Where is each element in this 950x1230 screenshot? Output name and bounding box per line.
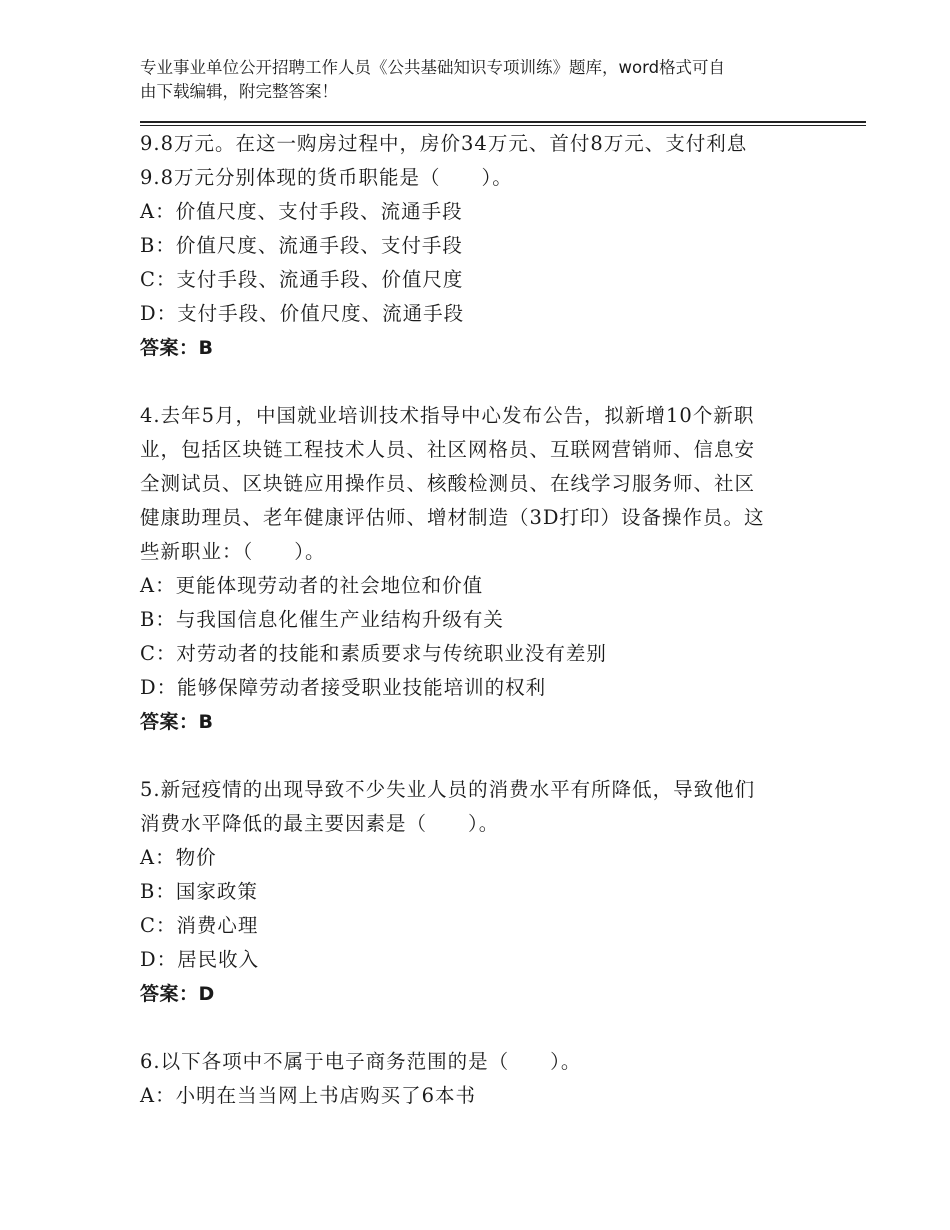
option-a: A：物价 bbox=[140, 846, 217, 869]
answer-label: 答案：D bbox=[140, 983, 215, 1005]
option-a: A：价值尺度、支付手段、流通手段 bbox=[140, 200, 463, 223]
option-a: A：小明在当当网上书店购买了6本书 bbox=[140, 1084, 476, 1107]
question-stem-line: 9.8万元分别体现的货币职能是（ ）。 bbox=[140, 166, 513, 189]
question-stem-line: 6.以下各项中不属于电子商务范围的是（ ）。 bbox=[140, 1050, 582, 1073]
spacer bbox=[140, 739, 810, 773]
question-4 bbox=[140, 399, 810, 739]
header-rule-thin bbox=[140, 125, 866, 126]
question-3 bbox=[140, 127, 810, 365]
question-5 bbox=[140, 773, 810, 1011]
option-d: D：能够保障劳动者接受职业技能培训的权利 bbox=[140, 676, 547, 699]
header-line-2: 由下载编辑，附完整答案！ bbox=[140, 82, 338, 101]
question-stem-line: 健康助理员、老年健康评估师、增材制造（3D打印）设备操作员。这 bbox=[140, 506, 765, 529]
question-list bbox=[140, 127, 810, 1113]
question-stem-line: 5.新冠疫情的出现导致不少失业人员的消费水平有所降低，导致他们 bbox=[140, 778, 756, 801]
spacer bbox=[140, 365, 810, 399]
option-a: A：更能体现劳动者的社会地位和价值 bbox=[140, 574, 484, 597]
question-stem-line: 4.去年5月，中国就业培训技术指导中心发布公告，拟新增10个新职 bbox=[140, 404, 755, 427]
page-header bbox=[140, 56, 820, 104]
question-6 bbox=[140, 1045, 810, 1113]
answer-label: 答案：B bbox=[140, 711, 214, 733]
option-c: C：对劳动者的技能和素质要求与传统职业没有差别 bbox=[140, 642, 607, 665]
header-line-1: 专业事业单位公开招聘工作人员《公共基础知识专项训练》题库，word格式可自 bbox=[140, 58, 726, 77]
option-d: D：居民收入 bbox=[140, 948, 260, 971]
option-b: B：与我国信息化催生产业结构升级有关 bbox=[140, 608, 504, 631]
question-stem-line: 全测试员、区块链应用操作员、核酸检测员、在线学习服务师、社区 bbox=[140, 472, 756, 495]
answer-label: 答案：B bbox=[140, 337, 214, 359]
option-b: B：价值尺度、流通手段、支付手段 bbox=[140, 234, 463, 257]
option-b: B：国家政策 bbox=[140, 880, 258, 903]
spacer bbox=[140, 1011, 810, 1045]
header-rule-thick bbox=[140, 121, 866, 123]
question-stem-line: 业，包括区块链工程技术人员、社区网格员、互联网营销师、信息安 bbox=[140, 438, 756, 461]
option-c: C：消费心理 bbox=[140, 914, 259, 937]
option-c: C：支付手段、流通手段、价值尺度 bbox=[140, 268, 464, 291]
question-stem-line: 些新职业：（ ）。 bbox=[140, 540, 326, 563]
question-stem-line: 消费水平降低的最主要因素是（ ）。 bbox=[140, 812, 500, 835]
question-stem-line: 9.8万元。在这一购房过程中，房价34万元、首付8万元、支付利息 bbox=[140, 132, 748, 155]
option-d: D：支付手段、价值尺度、流通手段 bbox=[140, 302, 465, 325]
